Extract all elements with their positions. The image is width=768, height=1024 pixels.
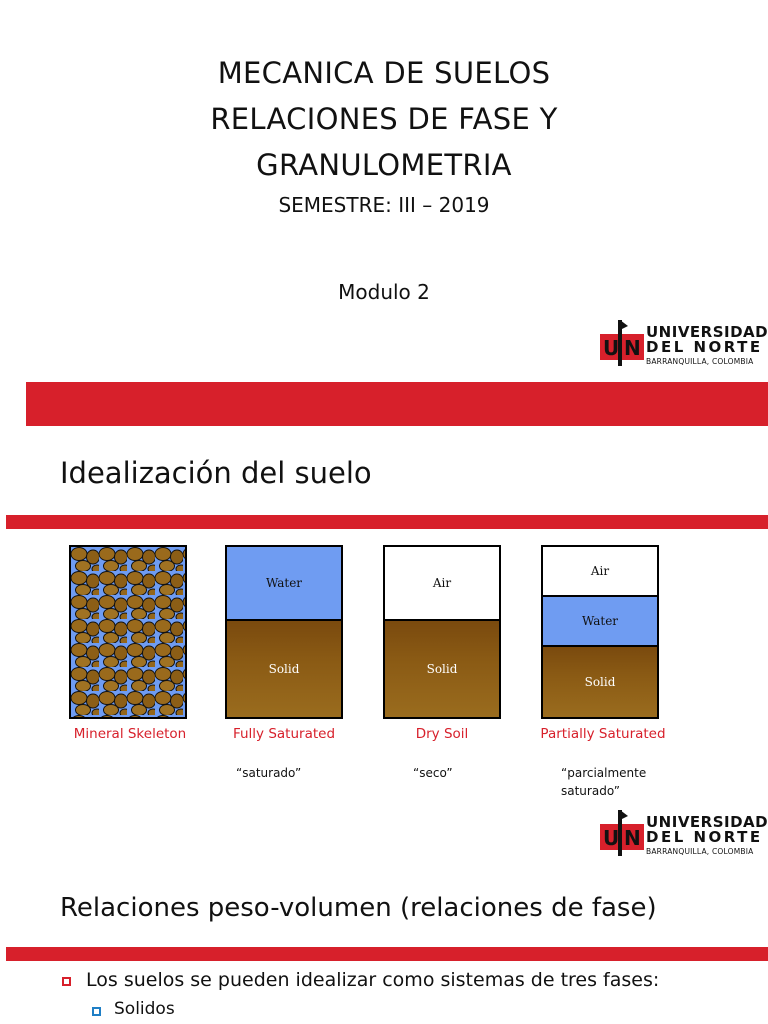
logo-line-2: DEL NORTE: [646, 338, 763, 356]
phase-air: Air: [385, 547, 499, 621]
phase-water: Water: [543, 597, 657, 647]
university-logo-mark-icon: [600, 320, 644, 366]
caption-dry-soil: Dry Soil: [415, 726, 469, 742]
bullet-three-phases: Los suelos se pueden idealizar como sistemas de tres fases:: [86, 969, 660, 991]
university-logo-2: [600, 810, 768, 862]
label-seco: “seco”: [413, 766, 453, 780]
label-saturado-2: saturado”: [561, 784, 620, 798]
dry-soil-diagram: [383, 545, 501, 719]
title-line-3: GRANULOMETRIA: [256, 148, 512, 182]
phase-solid: Solid: [543, 647, 657, 717]
phase-solid: Solid: [385, 621, 499, 717]
slide2-heading: Idealización del suelo: [60, 456, 372, 490]
mineral-skeleton-diagram: [69, 545, 187, 719]
soil-grains-icon: [71, 547, 185, 717]
logo-line-1: UNIVERSIDAD: [646, 323, 768, 341]
phase-water: Water: [227, 547, 341, 621]
slide3-header-rule: [6, 947, 768, 961]
logo-city: BARRANQUILLA, COLOMBIA: [646, 847, 754, 856]
fully-saturated-diagram: [225, 545, 343, 719]
logo-city: BARRANQUILLA, COLOMBIA: [646, 357, 754, 366]
caption-partially-saturated: Partially Saturated: [540, 726, 666, 742]
svg-text:N: N: [624, 336, 641, 360]
svg-text:U: U: [603, 336, 620, 360]
slide2-header-rule: [6, 515, 768, 529]
sub-bullet-solidos: Solidos: [114, 999, 175, 1019]
label-parcialmente: “parcialmente: [561, 766, 647, 780]
title-line-2: RELACIONES DE FASE Y: [210, 102, 558, 136]
university-logo-mark-icon: [600, 810, 644, 856]
university-logo: [600, 320, 768, 372]
partially-saturated-diagram: [541, 545, 659, 719]
phase-solid: Solid: [227, 621, 341, 717]
svg-text:N: N: [624, 826, 641, 850]
label-saturado: “saturado”: [236, 766, 302, 780]
sub-bullet-square-icon: [92, 1007, 101, 1016]
logo-line-2: DEL NORTE: [646, 828, 763, 846]
caption-fully-saturated: Fully Saturated: [232, 726, 336, 742]
bullet-square-icon: [62, 977, 71, 986]
title-line-1: MECANICA DE SUELOS: [217, 56, 551, 90]
svg-text:U: U: [603, 826, 620, 850]
slide-footer-band: [26, 382, 768, 426]
caption-mineral-skeleton: Mineral Skeleton: [73, 726, 187, 742]
semester-label: SEMESTRE: III – 2019: [278, 193, 490, 217]
slide3-heading: Relaciones peso-volumen (relaciones de fase): [60, 893, 657, 923]
logo-line-1: UNIVERSIDAD: [646, 813, 768, 831]
module-label: Modulo 2: [338, 280, 430, 304]
phase-air: Air: [543, 547, 657, 597]
